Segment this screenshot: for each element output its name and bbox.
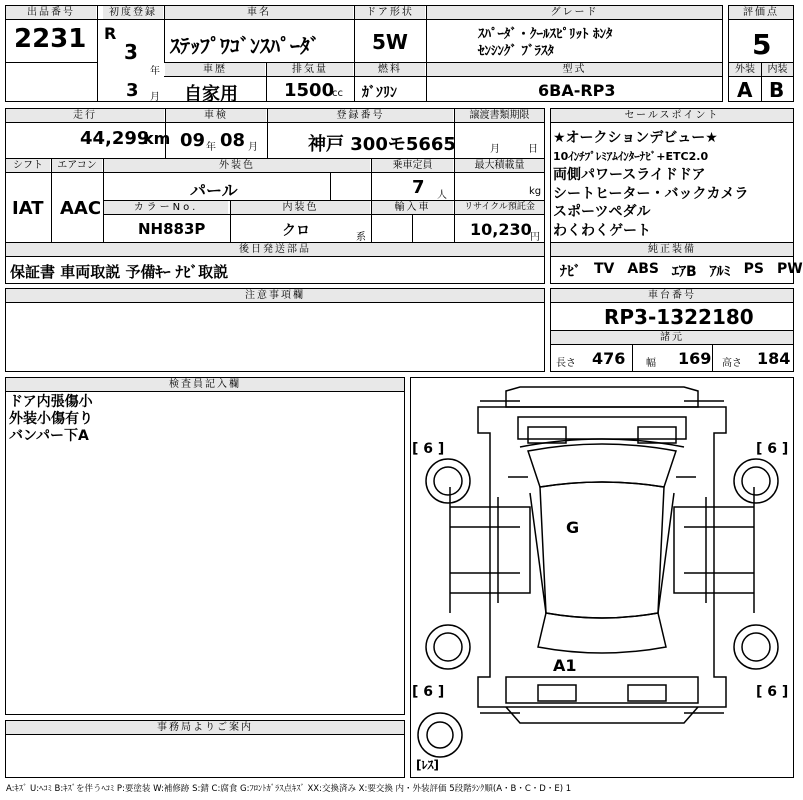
length-label: 長さ — [556, 358, 576, 369]
tire-front-right — [734, 459, 778, 503]
displacement: 1500 — [284, 80, 335, 101]
inspector-notes-list — [9, 394, 399, 445]
hdr-ext-score: 外装 — [729, 63, 761, 76]
std-equipment-item: TV — [594, 261, 615, 277]
std-equipment-item: ｱﾙﾐ — [709, 264, 731, 280]
int-score: B — [769, 78, 785, 102]
hdr-first-reg: 初度登録 — [103, 6, 163, 19]
rear-window — [538, 613, 666, 653]
first-reg-year: 3 — [124, 40, 138, 64]
spare-tire-label: [ﾚｽ] — [416, 758, 439, 772]
sales-point-item: シートヒーター・バックカメラ — [553, 185, 749, 202]
hood — [518, 417, 686, 439]
footer-legend: A:ｷｽﾞ U:ﾍｺﾐ B:ｷｽﾞを伴うﾍｺﾐ P:要塗装 W:補修跡 S:錆 C:腐食 G:ﾌﾛﾝﾄｶﾞﾗｽ点ｷｽﾞ XX:交換済み X:要交換 内・外装評価 5段階ﾗﾝｸ順(A・B・C・D・E) 1 — [6, 784, 572, 794]
std-equipment-item: ｴｱB — [671, 264, 697, 280]
hdr-notes: 注意事項欄 — [6, 289, 544, 302]
hdr-door: ドア形状 — [355, 6, 425, 19]
inspector-note-line: ドア内張傷小 — [9, 394, 93, 410]
front-bumper — [506, 387, 698, 407]
damage-mark-glass: G — [566, 518, 580, 537]
hdr-grade: グレード — [427, 6, 722, 19]
grade-line-2: ｾﾝｼﾝｸﾞ ﾌﾞﾗｽﾀ — [478, 44, 555, 59]
hdr-car-name: 車名 — [165, 6, 353, 19]
sales-point-item: ★オークションデビュー★ — [553, 130, 718, 146]
hdr-specs: 諸元 — [551, 331, 793, 344]
hdr-int-color: 内装色 — [231, 201, 370, 214]
inspection-month: 08 — [220, 130, 246, 151]
hdr-post-ship: 後日発送部品 — [6, 243, 544, 256]
recycle-unit: 円 — [530, 232, 540, 243]
sales-point-list — [553, 129, 793, 240]
std-equipment-item: ﾅﾋﾞ — [560, 264, 581, 280]
std-equipment-item: ABS — [627, 261, 659, 277]
spare-tire — [418, 713, 462, 757]
model-code: 6BA-RP3 — [538, 81, 616, 100]
hdr-inspection: 車検 — [166, 109, 266, 122]
max-load-unit: kg — [529, 186, 542, 197]
height-label: 高さ — [722, 358, 742, 369]
hdr-score: 評価点 — [729, 6, 793, 19]
rear-bumper — [506, 677, 698, 703]
first-reg-month: 3 — [126, 80, 139, 101]
chassis-number: RP3-1322180 — [604, 305, 754, 329]
hdr-import: 輸入車 — [372, 201, 453, 214]
tire-fl-tread: [ 6 ] — [412, 441, 445, 457]
width-value: 169 — [678, 349, 712, 368]
hdr-recycle: リサイクル預託金 — [455, 201, 544, 214]
windshield — [528, 444, 676, 487]
hdr-inspector: 検査員記入欄 — [6, 378, 404, 391]
int-color-unit: 系 — [356, 232, 366, 243]
tire-rr-tread: [ 6 ] — [756, 684, 789, 700]
tire-rl-tread: [ 6 ] — [412, 684, 445, 700]
sales-point-item: スポーツペダル — [553, 204, 651, 220]
hdr-model: 型式 — [427, 63, 722, 76]
sales-point-item: 10ｲﾝﾁﾌﾟﾚﾐｱﾑｲﾝﾀｰﾅﾋﾞ+ETC2.0 — [553, 149, 709, 163]
overall-score: 5 — [752, 28, 772, 61]
hdr-deadline: 譲渡書類期限 — [455, 109, 544, 122]
hdr-displacement: 排気量 — [267, 63, 353, 76]
car-body-outline — [478, 407, 726, 707]
door-type: 5W — [372, 30, 408, 54]
hdr-shift: シフト — [6, 159, 50, 172]
hdr-int-score: 内装 — [762, 63, 793, 76]
deadline-month-unit: 月 — [490, 144, 500, 155]
hdr-max-load: 最大積載量 — [455, 159, 544, 172]
color-number: NH883P — [138, 220, 206, 238]
damage-mark-rear: A1 — [553, 656, 577, 675]
inspection-month-unit: 月 — [248, 142, 258, 153]
hdr-fuel: 燃料 — [355, 63, 425, 76]
hdr-aircon: エアコン — [52, 159, 102, 172]
fuel-type: ｶﾞｿﾘﾝ — [362, 85, 397, 101]
inspection-year: 09 — [180, 130, 206, 151]
mileage-unit: km — [143, 129, 171, 148]
width-label: 幅 — [646, 358, 656, 369]
hdr-chassis: 車台番号 — [551, 289, 793, 302]
hdr-capacity: 乗車定員 — [372, 159, 453, 172]
hdr-color-no: カラーNo. — [104, 201, 228, 214]
hdr-history: 車歴 — [165, 63, 265, 76]
inspector-note-line: バンパー下A — [9, 428, 89, 444]
sales-point-item: わくわくゲート — [553, 222, 651, 239]
car-history: 自家用 — [184, 84, 238, 105]
aircon-type: AAC — [60, 198, 102, 219]
era-letter: R — [104, 24, 117, 43]
sales-point-item: 両側パワースライドドア — [553, 167, 706, 183]
shift-type: IAT — [12, 198, 44, 219]
hdr-office: 事務局よりご案内 — [6, 721, 404, 734]
recycle-fee: 10,230 — [470, 220, 532, 239]
hdr-ext-color: 外装色 — [104, 159, 370, 172]
std-equipment-item: PW — [777, 261, 803, 277]
deadline-day-unit: 日 — [528, 144, 538, 155]
std-equipment-list — [560, 261, 803, 281]
tire-rear-right — [734, 625, 778, 669]
car-name: ｽﾃｯﾌﾟﾜｺﾞﾝｽﾊﾟｰﾀﾞ — [170, 34, 320, 58]
hdr-reg-no: 登録番号 — [268, 109, 453, 122]
hdr-std-equipment: 純正装備 — [551, 243, 793, 256]
grade-line-1: ｽﾊﾟｰﾀﾞ・ｸｰﾙｽﾋﾟﾘｯﾄ ﾎﾝﾀ — [478, 27, 613, 42]
registration-number: 神戸 300モ5665 — [308, 134, 456, 155]
hdr-sales-point: セールスポイント — [551, 109, 793, 122]
tire-fr-tread: [ 6 ] — [756, 441, 789, 457]
inspection-year-unit: 年 — [206, 142, 216, 153]
tire-rear-left — [426, 625, 470, 669]
height-value: 184 — [757, 349, 791, 368]
hdr-lot-no: 出品番号 — [6, 6, 96, 19]
tire-front-left — [426, 459, 470, 503]
inspector-note-line: 外装小傷有り — [9, 411, 93, 427]
length-value: 476 — [592, 349, 626, 368]
car-diagram — [410, 377, 794, 778]
lot-number: 2231 — [14, 24, 87, 54]
std-equipment-item: PS — [743, 261, 764, 277]
first-reg-month-unit: 月 — [150, 92, 160, 103]
hdr-mileage: 走行 — [6, 109, 164, 122]
capacity-unit: 人 — [437, 190, 447, 201]
roof — [540, 482, 664, 618]
displacement-unit: cc — [332, 88, 343, 99]
first-reg-year-unit: 年 — [150, 66, 160, 77]
mileage-value: 44,299 — [80, 128, 150, 149]
ext-score: A — [737, 78, 753, 102]
int-color: クロ — [282, 223, 310, 239]
post-ship-parts: 保証書 車両取説 予備ｷｰ ﾅﾋﾞ取説 — [10, 263, 229, 281]
capacity-value: 7 — [412, 177, 425, 198]
ext-color: パール — [190, 181, 238, 200]
